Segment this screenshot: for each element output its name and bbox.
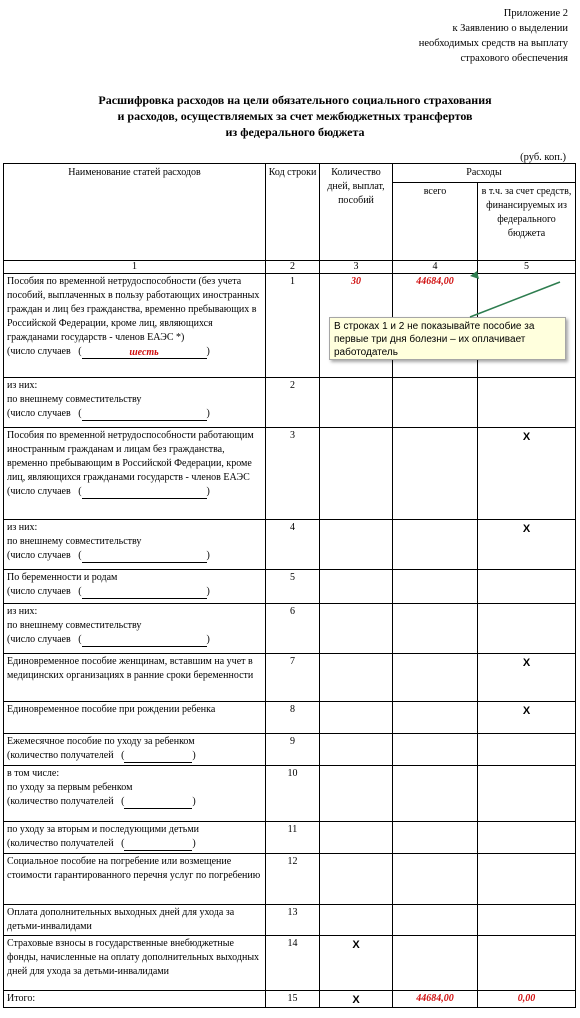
row-name-cell [4, 654, 266, 702]
qty-cell[interactable] [320, 604, 393, 654]
table-row [4, 570, 576, 604]
count-line: (число случаев ( ) [7, 486, 210, 497]
count-label: (число случаев [7, 486, 71, 497]
row-code: 7 [290, 656, 295, 667]
row-name-cell [4, 905, 266, 936]
federal-cell[interactable] [478, 520, 576, 570]
header-federal: в т.ч. за счет средств, финансируемых из федерального бюджета [478, 183, 576, 261]
row-code: 10 [287, 768, 298, 779]
filled-value: 0,00 [517, 993, 536, 1004]
row-code: 4 [290, 522, 295, 533]
federal-cell[interactable] [478, 822, 576, 854]
qty-cell[interactable] [320, 734, 393, 766]
table-row [4, 766, 576, 822]
row-name-cell [4, 734, 266, 766]
count-value: шесть [129, 347, 159, 358]
count-field[interactable] [124, 750, 192, 763]
row-name: Единовременное пособие женщинам, вставшим на учет в медицинских организациях в ранние сроки беременности [7, 656, 254, 681]
qty-cell[interactable] [320, 936, 393, 991]
row-name: по внешнему совместительству [7, 620, 142, 631]
not-applicable-mark: X [522, 431, 531, 443]
count-label: (число случаев [7, 408, 71, 419]
title-line: Расшифровка расходов на цели обязательного социального страхования [98, 93, 492, 107]
not-applicable-mark: X [352, 939, 360, 951]
table-row [4, 991, 576, 1008]
qty-cell[interactable] [320, 520, 393, 570]
total-cell[interactable] [393, 378, 478, 428]
federal-cell[interactable] [478, 654, 576, 702]
code-cell [266, 734, 320, 766]
row-name: из них: [7, 380, 38, 391]
row-name-cell [4, 274, 266, 378]
table-row [4, 854, 576, 905]
code-cell [266, 991, 320, 1008]
qty-cell[interactable] [320, 428, 393, 520]
row-name: Пособия по временной нетрудоспособности (без учета пособий, выплаченных в пользу работающих иностранных граждан и лиц без гражданства, временно пребывающих в Российской Федерации, кроме лиц, являющихся гражданами государств - членов ЕАЭС *) [7, 276, 260, 343]
row-name-cell [4, 991, 266, 1008]
federal-cell[interactable] [478, 766, 576, 822]
code-cell [266, 654, 320, 702]
federal-cell[interactable] [478, 428, 576, 520]
row-name: По беременности и родам [7, 572, 118, 583]
row-name-cell [4, 604, 266, 654]
total-cell[interactable] [393, 822, 478, 854]
document-title [40, 92, 550, 140]
count-line: (количество получателей ( ) [7, 750, 196, 761]
table-row [4, 936, 576, 991]
federal-cell[interactable] [478, 854, 576, 905]
count-line: (число случаев ( ) [7, 634, 210, 645]
header-qty: Количество дней, выплат, пособий [320, 164, 393, 261]
not-applicable-mark: X [352, 994, 360, 1006]
not-applicable-mark: X [522, 657, 531, 669]
row-name-cell [4, 702, 266, 734]
qty-cell[interactable] [320, 570, 393, 604]
row-name: по уходу за вторым и последующими детьми [7, 824, 200, 835]
row-name: по внешнему совместительству [7, 394, 142, 405]
not-applicable-mark: X [522, 523, 531, 535]
count-label: (число случаев [7, 346, 71, 357]
row-name: Ежемесячное пособие по уходу за ребенком [7, 736, 195, 747]
table-row [4, 822, 576, 854]
header-expenses: Расходы [393, 164, 576, 183]
row-name-cell [4, 936, 266, 991]
title-line: и расходов, осуществляемых за счет межбюджетных трансфертов [117, 109, 473, 123]
count-field[interactable] [82, 408, 207, 421]
header-row [4, 164, 576, 183]
qty-cell[interactable] [320, 766, 393, 822]
federal-cell[interactable] [478, 905, 576, 936]
row-code: 9 [290, 736, 295, 747]
count-line: (число случаев ( ) [7, 550, 210, 561]
count-line: (число случаев ( ) [7, 586, 210, 597]
federal-cell[interactable] [478, 570, 576, 604]
row-code: 3 [290, 430, 295, 441]
total-cell[interactable] [393, 991, 478, 1008]
row-code: 14 [287, 938, 298, 949]
row-name: Пособия по временной нетрудоспособности работающим иностранным гражданам и лицам без гражданства, временно пребывающим в Российской Федерации, кроме лиц, являющихся гражданами государств - членов ЕАЭС [7, 430, 254, 483]
hint-text: В строках 1 и 2 не показывайте пособие за первые три дня болезни – их оплачивает работодатель [334, 321, 535, 358]
appendix-line: необходимых средств на выплату [418, 38, 568, 49]
count-field[interactable] [124, 838, 192, 851]
row-name: Итого: [7, 993, 36, 1004]
row-code: 6 [290, 606, 295, 617]
code-cell [266, 520, 320, 570]
qty-cell[interactable] [320, 702, 393, 734]
count-field[interactable] [82, 634, 207, 647]
header-name: Наименование статей расходов [4, 164, 266, 261]
row-name-cell [4, 378, 266, 428]
row-name: по уходу за первым ребенком [7, 782, 133, 793]
table-row [4, 604, 576, 654]
qty-cell[interactable] [320, 905, 393, 936]
table-row [4, 734, 576, 766]
row-name: Единовременное пособие при рождении ребенка [7, 704, 216, 715]
header-total: всего [393, 183, 478, 261]
code-cell [266, 570, 320, 604]
count-field[interactable] [124, 796, 192, 809]
total-cell[interactable] [393, 734, 478, 766]
row-name: Страховые взносы в государственные внебюджетные фонды, начисленные на оплату дополнительных выходных дней для ухода за детьми-инвалидами [7, 938, 260, 977]
code-cell [266, 766, 320, 822]
row-name: из них: [7, 606, 38, 617]
column-number-row [4, 261, 576, 274]
federal-cell[interactable] [478, 378, 576, 428]
row-name-cell [4, 766, 266, 822]
header-code: Код строки [266, 164, 320, 261]
table-row [4, 654, 576, 702]
qty-cell[interactable] [320, 822, 393, 854]
row-code: 8 [290, 704, 295, 715]
row-name-cell [4, 428, 266, 520]
table-row [4, 520, 576, 570]
title-line: из федерального бюджета [225, 125, 365, 139]
count-line: (число случаев ( шесть ) [7, 346, 210, 358]
filled-value: 30 [351, 276, 361, 287]
qty-cell[interactable] [320, 654, 393, 702]
units-label: (руб. коп.) [520, 152, 566, 163]
column-number: 1 [4, 261, 266, 274]
row-name: Оплата дополнительных выходных дней для ухода за детьми-инвалидами [7, 907, 235, 932]
table-row [4, 702, 576, 734]
filled-value: 44684,00 [416, 276, 454, 287]
count-label: (количество получателей [7, 838, 114, 849]
total-cell[interactable] [393, 428, 478, 520]
appendix-line: страхового обеспечения [460, 53, 568, 64]
row-name: по внешнему совместительству [7, 536, 142, 547]
column-number: 2 [266, 261, 320, 274]
appendix-note [328, 6, 568, 66]
federal-cell[interactable] [478, 702, 576, 734]
qty-cell[interactable] [320, 991, 393, 1008]
expenses-table [3, 163, 576, 1008]
row-code: 11 [287, 824, 298, 835]
total-cell[interactable] [393, 854, 478, 905]
total-cell[interactable] [393, 766, 478, 822]
column-number: 4 [393, 261, 478, 274]
code-cell [266, 905, 320, 936]
code-cell [266, 274, 320, 378]
row-name: Социальное пособие на погребение или возмещение стоимости гарантированного перечня услуг по погребению [7, 856, 261, 881]
qty-cell[interactable] [320, 378, 393, 428]
row-name: в том числе: [7, 768, 60, 779]
qty-cell[interactable] [320, 854, 393, 905]
total-cell[interactable] [393, 520, 478, 570]
not-applicable-mark: X [522, 705, 531, 717]
column-number: 5 [478, 261, 576, 274]
row-code: 15 [287, 993, 298, 1004]
total-cell[interactable] [393, 570, 478, 604]
federal-cell[interactable] [478, 604, 576, 654]
hint-tooltip [329, 317, 566, 360]
total-cell[interactable] [393, 654, 478, 702]
total-cell[interactable] [393, 936, 478, 991]
code-cell [266, 428, 320, 520]
code-cell [266, 936, 320, 991]
row-code: 2 [290, 380, 295, 391]
total-cell[interactable] [393, 604, 478, 654]
count-field[interactable] [82, 550, 207, 563]
count-label: (количество получателей [7, 750, 114, 761]
count-line: (количество получателей ( ) [7, 838, 196, 849]
row-name-cell [4, 822, 266, 854]
row-code: 13 [287, 907, 298, 918]
count-label: (число случаев [7, 586, 71, 597]
code-cell [266, 604, 320, 654]
table-row [4, 905, 576, 936]
federal-cell[interactable] [478, 991, 576, 1008]
count-label: (число случаев [7, 550, 71, 561]
count-label: (количество получателей [7, 796, 114, 807]
row-name-cell [4, 520, 266, 570]
code-cell [266, 378, 320, 428]
row-name-cell [4, 570, 266, 604]
federal-cell[interactable] [478, 734, 576, 766]
code-cell [266, 822, 320, 854]
filled-value: 44684,00 [416, 993, 454, 1004]
row-code: 12 [287, 856, 298, 867]
column-number: 3 [320, 261, 393, 274]
code-cell [266, 702, 320, 734]
row-code: 1 [290, 276, 295, 287]
count-label: (число случаев [7, 634, 71, 645]
count-line: (количество получателей ( ) [7, 796, 196, 807]
row-name: из них: [7, 522, 38, 533]
count-field[interactable] [82, 486, 207, 499]
total-cell[interactable] [393, 702, 478, 734]
federal-cell[interactable] [478, 936, 576, 991]
row-code: 5 [290, 572, 295, 583]
count-line: (число случаев ( ) [7, 408, 210, 419]
count-field[interactable] [82, 346, 207, 359]
table-row [4, 378, 576, 428]
count-field[interactable] [82, 586, 207, 599]
appendix-line: Приложение 2 [503, 8, 568, 19]
table-row [4, 428, 576, 520]
row-name-cell [4, 854, 266, 905]
appendix-line: к Заявлению о выделении [452, 23, 568, 34]
code-cell [266, 854, 320, 905]
total-cell[interactable] [393, 905, 478, 936]
